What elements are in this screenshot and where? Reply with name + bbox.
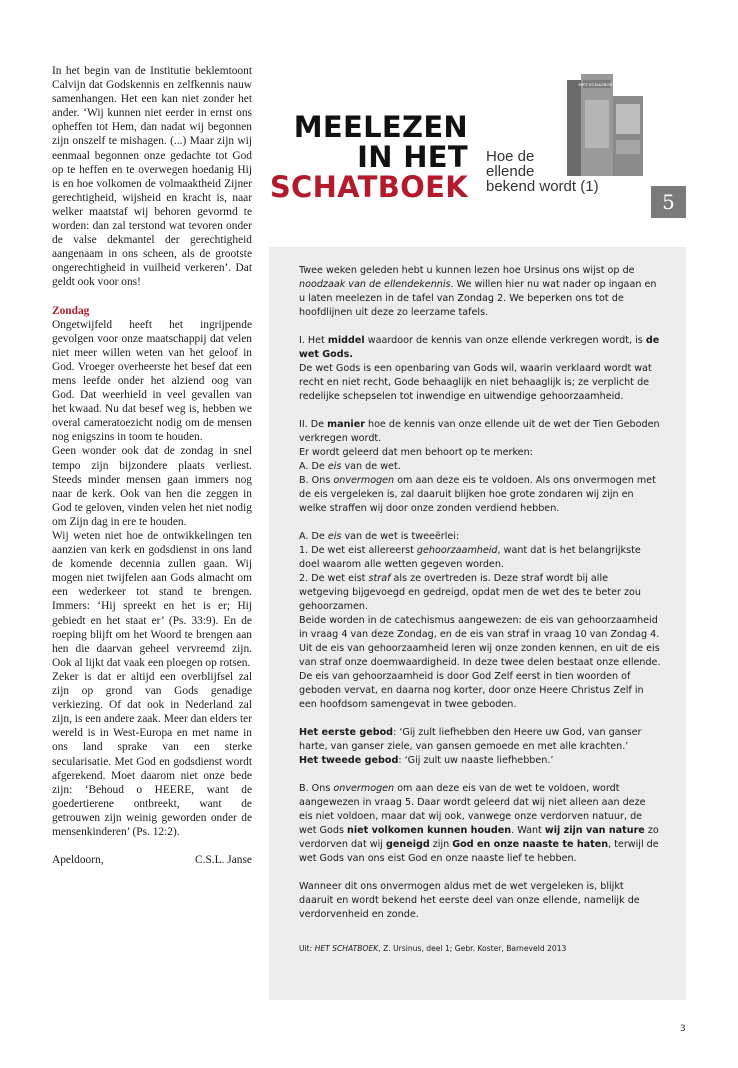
source-note: Uit: HET SCHATBOEK, Z. Ursinus, deel 1; Gebr. Koster, Barneveld 2013 <box>299 944 567 953</box>
banner <box>269 64 686 247</box>
paragraph: Twee weken geleden hebt u kunnen lezen hoe Ursinus ons wijst op de noodzaak van de ellendekennis. We willen hier nu wat nader op ingaan en u laten meelezen in de tafel van Zondag 2. We beperken ons tot de hoofdlijnen uit deze zo leerzame tafels. <box>299 265 657 318</box>
article-body <box>299 264 661 970</box>
paragraph: Ongetwijfeld heeft het ingrijpende gevolgen voor onze maatschappij dat velen niet meer willen weten van het geloof in God. Vroeger overheerste het besef dat een mens leefde onder het alziend oog van God. Dat weerhield in veel gevallen van het kwaad. Nu dat besef weg is, hebben we overal cameratoezicht nodig om de mensen nog enigszins in toom te houden. <box>52 318 252 444</box>
paragraph: Zeker is dat er altijd een overblijfsel zal zijn op grond van Gods genadige verkiezing. Of dat ook in Nederland zal zijn, is een andere zaak. Meer dan elders ter wereld is in West-Europa en met name in ons land sprake van een sterke secularisatie. Met God en godsdienst wordt afgerekend. Moet daarom niet onze bede zijn: ‘Behoud o HEERE, want de goedertierene ontbreekt, want de getrouwen zijn weinig geworden onder de mensenkinderen’ (Ps. 12:2). <box>52 670 252 838</box>
book-stack-image <box>565 70 645 188</box>
article-subtitle: Hoe de ellende bekend wordt (1) <box>486 148 599 195</box>
place: Apeldoorn, <box>52 854 104 867</box>
column-title: MEELEZEN IN HET SCHATBOEK <box>269 110 468 204</box>
book-title: HET SCHATBOEK <box>578 82 616 87</box>
article-panel <box>269 64 686 1000</box>
paragraph: II. De manier hoe de kennis van onze ellende uit de wet der Tien Geboden verkregen wordt. Er wordt geleerd dat men behoort op te merken: A. De eis van de wet. B. Ons onvermogen om aan deze eis te voldoen. Als ons onvermogen met de eis vergeleken is, zal daaruit blijken hoe grote zondaren wij zijn en welke straffen wij door onze zonden verdiend hebben. <box>299 419 660 514</box>
paragraph: A. De eis van de wet is tweeërlei: 1. De wet eist allereerst gehoorzaamheid, want dat is het belangrijkste doel waarom alle wetten gegeven worden. 2. De wet eist straf als ze overtreden is. Deze straf wordt bij alle wetgeving bijgevoegd en gedreigd, opdat men de wet des te beter zou gehoorzamen. Beide worden in de catechismus aangewezen: de eis van gehoorzaamheid in vraag 4 van deze Zondag, en de eis van straf in vraag 10 van Zondag 4. Uit de eis van gehoorzaamheid leren wij onze zonden kennen, en uit de eis van straf onze doemwaardigheid. In deze twee delen bestaat onze ellende. De eis van gehoorzaamheid is door God Zelf eerst in tien woorden of geboden vervat, en daarna nog korter, door onze Heere Christus Zelf in een hoofdsom samengevat in twee geboden. <box>299 531 661 710</box>
intro-paragraph: In het begin van de Institutie beklemtoont Calvijn dat Godskennis en zelfkennis nauw samenhangen. Het een kan niet zonder het ander. ‘Wij kunnen niet eerder in ernst ons opheffen tot Hem, dan nadat wij begonnen zijn onszelf te mishagen. (...) Maar zijn wij eenmaal begonnen onze gedachte tot God op te heffen en te overwegen hoedanig Hij is en hoe volkomen de volmaaktheid Zijner gerechtigheid, wijsheid en kracht is, naar welker maatstaf wij behoren gevormd te worden: dan zal terstond wat tevoren onder de valse dekmantel der gerechtigheid aangenaam in ons scheen, als de grootste ongerechtigheid in vuilheid verkeren’. Dat geldt ook voor ons! <box>52 65 252 289</box>
page-number: 3 <box>680 1024 686 1034</box>
section-heading: Zondag <box>52 304 90 317</box>
signature <box>52 853 252 867</box>
paragraph: I. Het middel waardoor de kennis van onze ellende verkregen wordt, is de wet Gods. De wet Gods is een openbaring van Gods wil, waarin verklaard wordt wat recht en niet recht, Gode behaaglijk en niet behaaglijk is; ze verplicht de redelijke schepselen tot inwendige en uitwendige gehoorzaamheid. <box>299 335 660 402</box>
paragraph: Geen wonder ook dat de zondag in snel tempo zijn bijzondere plaats verliest. Steeds minder mensen gaan immers nog naar de kerk. Ook van hen die zeggen in God te geloven, vinden velen het niet nodig om Zijn dag in ere te houden. <box>52 445 252 528</box>
paragraph: B. Ons onvermogen om aan deze eis van de wet te voldoen, wordt aangewezen in vraag 5. Daar wordt geleerd dat wij niet alleen aan deze eis niet voldoen, maar dat wij ook, vanwege onze verdorven natuur, de wet Gods niet volkomen kunnen houden. Want wij zijn van nature zo verdorven dat wij geneigd zijn God en onze naaste te haten, terwijl de wet Gods van ons eist God en onze naaste lief te hebben. <box>299 783 659 864</box>
paragraph: Wij weten niet hoe de ontwikkelingen ten aanzien van kerk en godsdienst in ons land de komende decennia zullen gaan. Wij mogen niet twijfelen aan Gods almacht om een wederkeer tot stand te brengen. Immers: ‘Hij spreekt en het is er; Hij gebiedt en het staat er’ (Ps. 33:9). En de roeping blijft om het Woord te brengen aan hen die daarvan geheel vervreemd zijn. Ook al lijkt dat vaak een ploegen op rotsen. <box>52 530 252 669</box>
left-column <box>52 64 252 867</box>
paragraph: Het eerste gebod: ‘Gij zult liefhebben den Heere uw God, van ganser harte, van ganser ziele, van gansen gemoede en met alle krachten.’ Het tweede gebod: ‘Gij zult uw naaste liefhebben.’ <box>299 727 642 766</box>
paragraph: Wanneer dit ons onvermogen aldus met de wet vergeleken is, blijkt daaruit en wordt bekend het eerste deel van onze ellende, namelijk de verdorvenheid en zonde. <box>299 881 640 920</box>
author: C.S.L. Janse <box>195 854 252 867</box>
page-number-box: 5 <box>651 186 686 218</box>
